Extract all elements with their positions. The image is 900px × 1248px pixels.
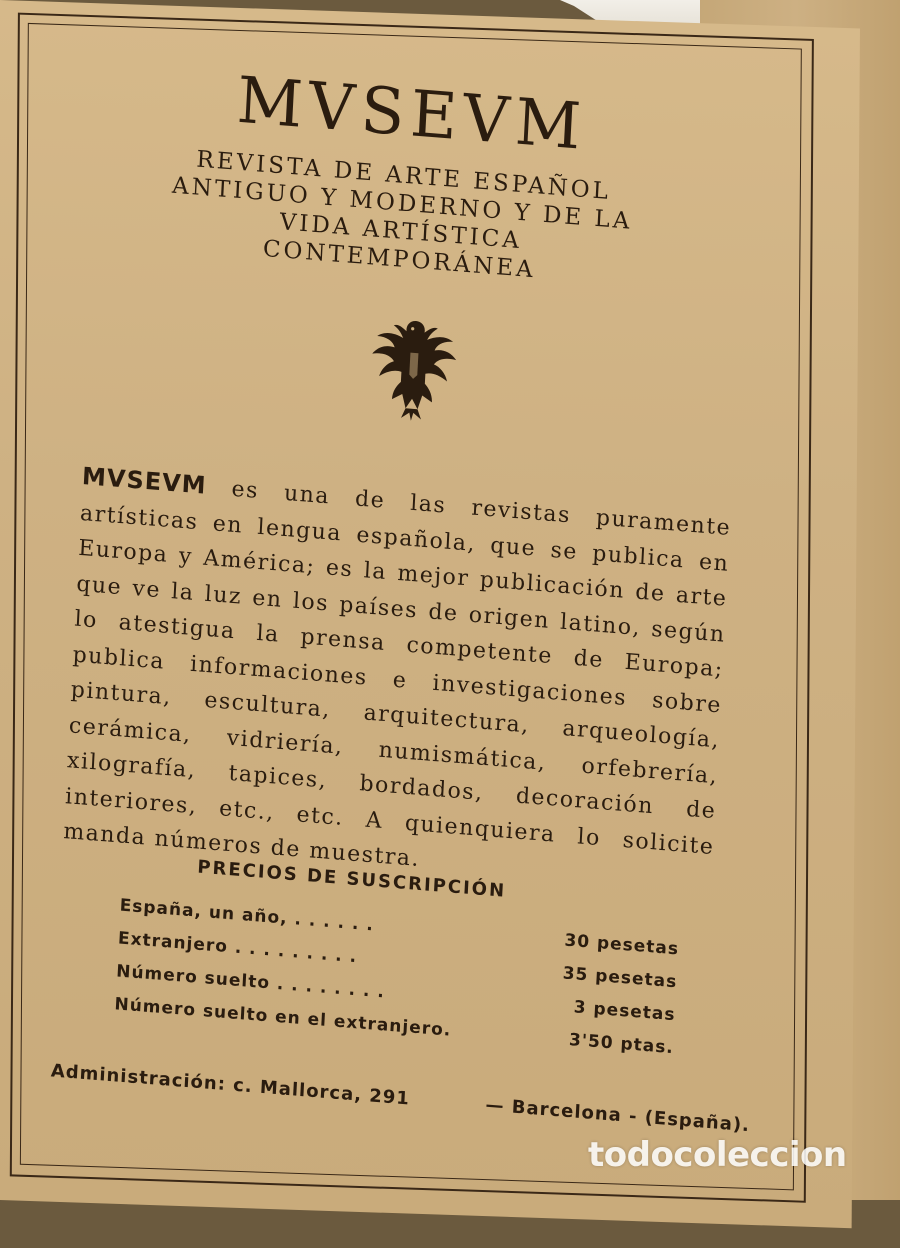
eagle-emblem-icon [361, 309, 467, 427]
price-table [113, 896, 679, 1072]
masthead-subtitle: REVISTA DE ARTE ESPAÑOL ANTIGUO Y MODERNO Y DE LA VIDA ARTÍSTICA CONTEMPORÁNEA [171, 146, 633, 284]
price-value: 3 pesetas [573, 997, 677, 1026]
administration-city: — Barcelona - (España). [485, 1094, 751, 1137]
administration-line [50, 1060, 750, 1136]
price-label: Número suelto en el extranjero. [114, 994, 452, 1041]
brand-name: MVSEVM [81, 462, 208, 500]
price-value: 35 pesetas [562, 963, 678, 993]
price-label: España, un año, . . . . . . [119, 895, 375, 936]
price-label: Extranjero . . . . . . . . . [117, 928, 358, 968]
watermark-text: todocoleccion [588, 1135, 847, 1175]
description-text: es una de las revistas puramente artísticas en lengua española, que se publica en Europa y América; es la mejor publicación de arte que ve la luz en los países de origen latino, según lo atestigua la prensa competente de Europa; publica informaciones e investigaciones sobre pintura, escultura, arquitectura, arqueología, cerámica, vidriería, numismática, orfebrería, xilografía, tapices, bordados, decoración de interiores, etc., etc. A quienquiera lo solicite manda números de muestra. [62, 476, 732, 872]
price-value: 30 pesetas [563, 930, 680, 960]
administration-address: Administración: c. Mallorca, 291 [50, 1060, 411, 1110]
masthead-title: MVSEVM [235, 63, 589, 165]
prices-heading: PRECIOS DE SUSCRIPCIÓN [196, 856, 507, 902]
description-paragraph [62, 459, 732, 900]
price-value: 3'50 ptas. [568, 1029, 675, 1059]
price-label: Número suelto . . . . . . . . [115, 961, 386, 1003]
